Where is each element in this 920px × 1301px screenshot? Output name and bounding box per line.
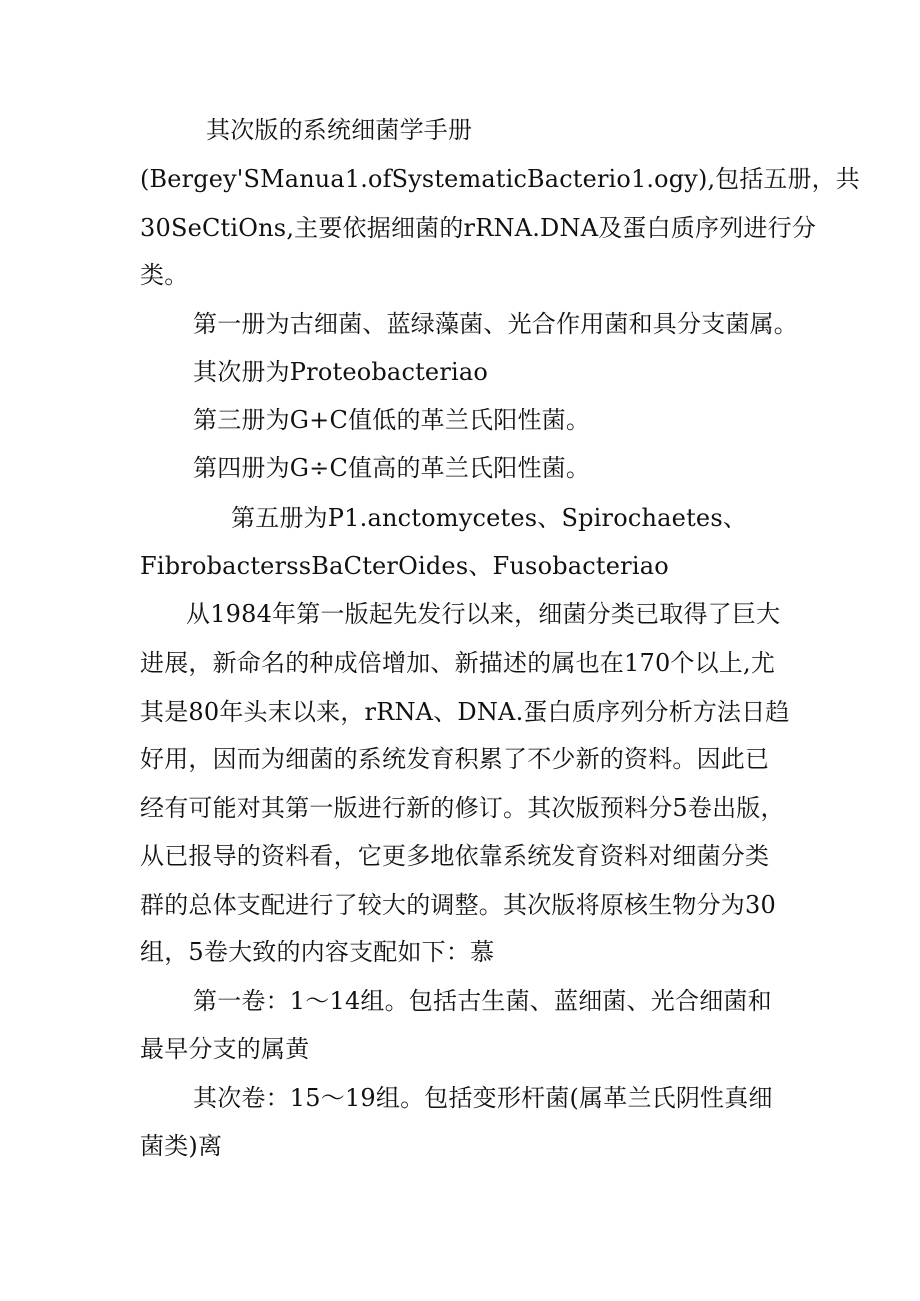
text-line: 群的总体支配进行了较大的调整。其次版将原核生物分为30 [140,891,776,919]
text-line: 菌类)离 [140,1132,223,1160]
text-line: 其次版的系统细菌学手册 [206,116,473,144]
text-line: 第五册为P1.anctomycetes、Spirochaetes、 [231,504,748,532]
text-line: (Bergey'SManua1.ofSystematicBacterio1.ogy),包括五册，共 [140,165,860,193]
text-line: 其次卷：15～19组。包括变形杆菌(属革兰氏阴性真细 [193,1084,773,1112]
text-line: 组，5卷大致的内容支配如下：慕 [140,938,495,966]
text-line: 第四册为G÷C值高的革兰氏阳性菌。 [193,454,591,482]
text-line: 从已报导的资料看，它更多地依靠系统发育资料对细菌分类 [140,842,770,870]
text-line: 其是80年头末以来，rRNA、DNA.蛋白质序列分析方法日趋 [140,698,790,726]
text-line: 从1984年第一版起先发行以来，细菌分类已取得了巨大 [186,600,781,628]
text-line: 第三册为G+C值低的革兰氏阳性菌。 [193,406,591,434]
text-line: 好用，因而为细菌的系统发育积累了不少新的资料。因此已 [140,745,770,773]
text-line: 30SeCtiOns,主要依据细菌的rRNA.DNA及蛋白质序列进行分 [140,214,817,242]
text-line: 第一卷：1～14组。包括古生菌、蓝细菌、光合细菌和 [193,987,772,1015]
text-line: 类。 [140,261,189,289]
text-line: 其次册为Proteobacteriao [193,358,489,386]
text-line: FibrobacterssBaCterOides、Fusobacteriao [140,552,669,580]
text-line: 第一册为古细菌、蓝绿藻菌、光合作用菌和具分支菌属。 [193,310,798,338]
text-line: 最早分支的属黄 [140,1035,310,1063]
text-line: 进展，新命名的种成倍增加、新描述的属也在170个以上,尤 [140,649,776,677]
text-line: 经有可能对其第一版进行新的修订。其次版预料分5卷出版， [140,794,785,822]
